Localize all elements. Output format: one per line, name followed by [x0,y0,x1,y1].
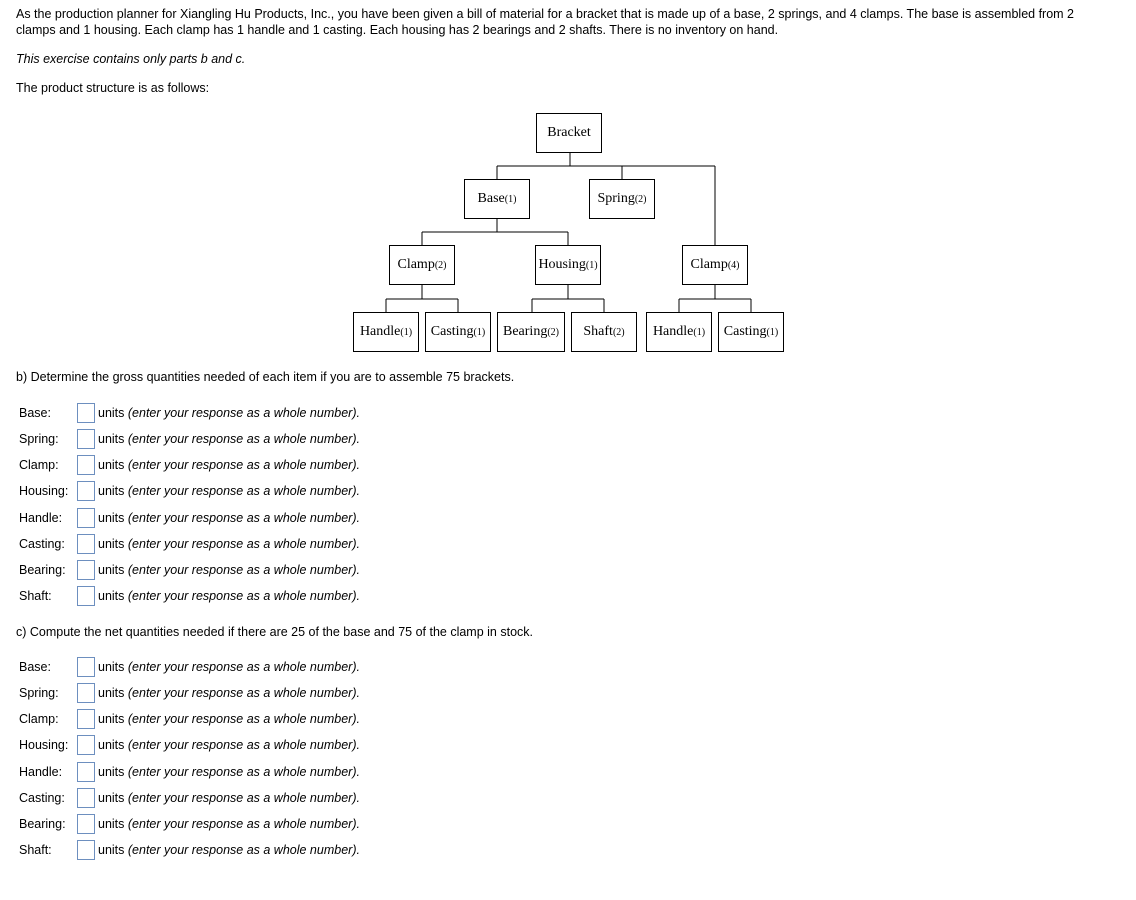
part-c-hint-text: (enter your response as a whole number). [127,712,360,726]
part-b-row [19,585,360,607]
part-c-row-label: Handle: [19,765,63,779]
part-b-units-text: units [98,563,125,577]
part-b-answer-input[interactable] [77,403,95,423]
part-c-hint-text: (enter your response as a whole number). [127,817,360,831]
part-c-units-text: units [98,843,125,857]
part-c-units-text: units [98,660,125,674]
part-c-row-label: Shaft: [19,843,52,857]
part-b-row [19,428,360,450]
part-b-answer-input[interactable] [77,481,95,501]
part-c-answer-input[interactable] [77,788,95,808]
part-c-hint-text: (enter your response as a whole number). [127,738,360,752]
part-c-row [19,708,360,730]
node-clamp-right-label: Clamp [690,257,728,272]
part-b-answer-input[interactable] [77,586,95,606]
part-b-hint-text: (enter your response as a whole number). [127,589,360,603]
node-shaft [571,312,637,352]
part-b-hint-text: (enter your response as a whole number). [127,537,360,551]
part-c-row [19,682,360,704]
node-bracket [536,113,602,153]
node-clamp-right-qty: (4) [727,259,740,271]
part-c-answer-input[interactable] [77,762,95,782]
part-b-answer-input[interactable] [77,429,95,449]
part-c-hint-text: (enter your response as a whole number). [127,765,360,779]
part-b-hint-text: (enter your response as a whole number). [127,563,360,577]
node-bearing-label: Bearing [503,324,548,339]
node-casting-2-label: Casting [723,324,767,339]
part-c-hint-text: (enter your response as a whole number). [127,791,360,805]
part-b-units-text: units [98,458,125,472]
node-handle-2-label: Handle [652,324,694,339]
part-c-row [19,761,360,783]
part-c-row [19,787,360,809]
node-housing [535,245,601,285]
part-c-units-text: units [98,686,125,700]
part-b-units-text: units [98,432,125,446]
node-housing-qty: (1) [585,259,598,271]
node-clamp-left-qty: (2) [434,259,447,271]
part-c-answer-input[interactable] [77,683,95,703]
part-b-units-text: units [98,537,125,551]
node-casting-2 [718,312,784,352]
part-b-row-label: Handle: [19,511,63,525]
part-b-row [19,480,360,502]
part-b-hint-text: (enter your response as a whole number). [127,432,360,446]
part-b-row [19,507,360,529]
part-b-hint-text: (enter your response as a whole number). [127,458,360,472]
part-c-units-text: units [98,765,125,779]
part-c-answer-input[interactable] [77,840,95,860]
part-c-row-label: Clamp: [19,712,59,726]
part-c-answer-input[interactable] [77,814,95,834]
part-b-row [19,402,360,424]
part-c-row [19,813,360,835]
node-handle-1-qty: (1) [400,326,413,338]
part-b-answer-input[interactable] [77,455,95,475]
part-b-hint-text: (enter your response as a whole number). [127,511,360,525]
node-casting-2-qty: (1) [766,326,779,338]
part-c-units-text: units [98,738,125,752]
part-c-answer-input[interactable] [77,657,95,677]
part-b-row-label: Bearing: [19,563,66,577]
part-b-answer-input[interactable] [77,534,95,554]
part-c-row-label: Housing: [19,738,69,752]
part-c-units-text: units [98,817,125,831]
part-c-row-label: Casting: [19,791,65,805]
part-b-question: b) Determine the gross quantities needed of each item if you are to assemble 75 brackets. [16,370,515,384]
part-b-hint-text: (enter your response as a whole number). [127,406,360,420]
node-casting-1-qty: (1) [473,326,486,338]
node-handle-2-qty: (1) [693,326,706,338]
node-handle-1-label: Handle [359,324,401,339]
part-b-answer-input[interactable] [77,560,95,580]
node-clamp-left [389,245,455,285]
part-c-row [19,839,360,861]
part-c-row-label: Base: [19,660,51,674]
part-b-row-label: Casting: [19,537,65,551]
problem-intro: As the production planner for Xiangling Hu Products, Inc., you have been given a bill of material for a bracket that is made up of a base, 2 springs, and 4 clamps. The base is assembled from 2 clamps and 1 housing. Each clamp has 1 handle and 1 casting. Each housing has 2 bearings and 2 shafts. There is no inventory on hand. [16,7,1074,37]
part-b-row-label: Clamp: [19,458,59,472]
part-c-hint-text: (enter your response as a whole number). [127,686,360,700]
part-c-question: c) Compute the net quantities needed if there are 25 of the base and 75 of the clamp in stock. [16,625,533,639]
node-casting-1-label: Casting [430,324,474,339]
part-b-row-label: Base: [19,406,51,420]
part-c-answer-input[interactable] [77,735,95,755]
part-b-units-text: units [98,511,125,525]
part-c-row-label: Spring: [19,686,59,700]
part-b-units-text: units [98,406,125,420]
node-shaft-label: Shaft [583,324,613,339]
part-c-row [19,734,360,756]
structure-label: The product structure is as follows: [16,81,210,95]
part-b-units-text: units [98,484,125,498]
part-c-units-text: units [98,712,125,726]
part-c-answer-input[interactable] [77,709,95,729]
part-c-hint-text: (enter your response as a whole number). [127,660,360,674]
node-handle-1 [353,312,419,352]
node-housing-label: Housing [538,257,586,272]
node-clamp-right [682,245,748,285]
part-b-row [19,559,360,581]
node-bearing-qty: (2) [547,326,559,338]
part-c-hint-text: (enter your response as a whole number). [127,843,360,857]
part-c-row [19,656,360,678]
part-b-row-label: Spring: [19,432,59,446]
exercise-note: This exercise contains only parts b and c. [16,52,246,66]
node-base-label: Base [477,191,505,206]
part-b-row [19,454,360,476]
node-base-qty: (1) [504,193,517,205]
node-spring-qty: (2) [634,193,647,205]
part-c-units-text: units [98,791,125,805]
node-spring [589,179,655,219]
part-b-units-text: units [98,589,125,603]
part-b-answer-input[interactable] [77,508,95,528]
part-b-row [19,533,360,555]
node-handle-2 [646,312,712,352]
node-bearing [497,312,565,352]
node-spring-label: Spring [597,191,635,206]
node-base [464,179,530,219]
node-shaft-qty: (2) [612,326,625,338]
part-b-row-label: Housing: [19,484,69,498]
part-b-hint-text: (enter your response as a whole number). [127,484,360,498]
part-c-row-label: Bearing: [19,817,66,831]
node-bracket-label: Bracket [547,125,591,140]
part-b-row-label: Shaft: [19,589,52,603]
node-clamp-left-label: Clamp [397,257,435,272]
node-casting-1 [425,312,491,352]
